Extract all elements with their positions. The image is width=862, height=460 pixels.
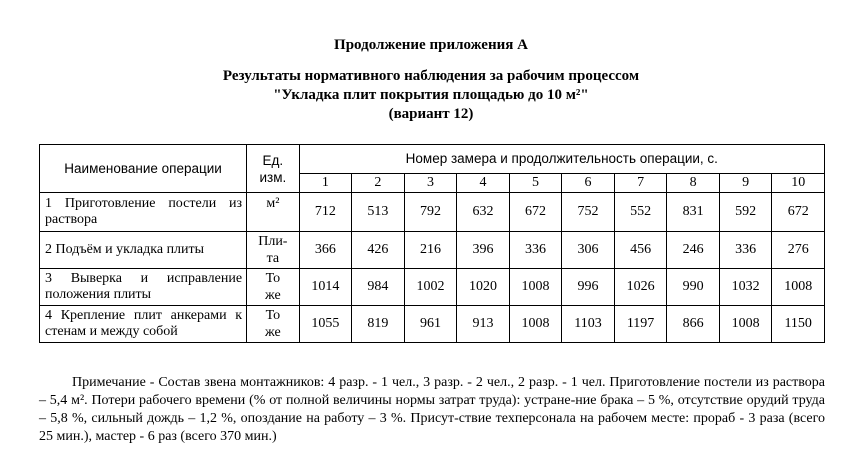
observation-table xyxy=(39,144,825,343)
measurement-number: 3 xyxy=(404,174,457,193)
duration-value-cell: 592 xyxy=(719,193,772,232)
duration-value-cell: 246 xyxy=(667,232,720,269)
document-title-line-2: "Укладка плит покрытия площадью до 10 м²" xyxy=(273,87,589,103)
measurement-number: 8 xyxy=(667,174,720,193)
table-row xyxy=(40,193,825,232)
duration-value-cell: 456 xyxy=(614,232,667,269)
unit-cell xyxy=(247,193,300,232)
duration-value-cell: 913 xyxy=(457,306,510,343)
measurement-number: 5 xyxy=(509,174,562,193)
duration-value-cell: 426 xyxy=(352,232,405,269)
duration-value-cell: 672 xyxy=(509,193,562,232)
operation-name-cell: 1 Приготовление постели из раствора xyxy=(40,193,247,232)
unit-cell xyxy=(247,306,300,343)
duration-value-cell: 866 xyxy=(667,306,720,343)
measurement-number: 2 xyxy=(352,174,405,193)
duration-value-cell: 1197 xyxy=(614,306,667,343)
duration-value-cell: 819 xyxy=(352,306,405,343)
table-row xyxy=(40,306,825,343)
document-title-line-1: Результаты нормативного наблюдения за рабочим процессом xyxy=(222,68,640,84)
operation-name-cell: 2 Подъём и укладка плиты xyxy=(40,232,247,269)
duration-value-cell: 1008 xyxy=(719,306,772,343)
duration-value-cell: 216 xyxy=(404,232,457,269)
duration-value-cell: 752 xyxy=(562,193,615,232)
unit-header-line-2: изм. xyxy=(259,169,287,185)
measurement-number: 9 xyxy=(719,174,772,193)
duration-value-cell: 984 xyxy=(352,269,405,306)
duration-value-cell: 1150 xyxy=(772,306,825,343)
note-text: Примечание - Состав звена монтажников: 4 разр. - 1 чел., 3 разр. - 2 чел., 2 разр. - 1 чел. Приготовление постели из раствора – 5,4 м². Потери рабочего времени (% от полной величины нормы затрат труда): устране-ние брака – 5 %, отсутствие орудий труда – 5,8 %, сильный дождь – 1,2 %, опоздание на работу – 3 %. Присут-ствие техперсонала на рабочем месте: прораб - 3 раза (всего 25 мин.), мастер - 6 раз (всего 370 мин.) xyxy=(39,375,825,444)
document-title-variant: (вариант 12) xyxy=(388,106,474,122)
unit-line-1: То xyxy=(265,271,281,286)
duration-value-cell: 396 xyxy=(457,232,510,269)
measurements-column-header: Номер замера и продолжительность операции, с. xyxy=(299,145,824,174)
operation-name-cell: 3 Выверка и исправление положения плиты xyxy=(40,269,247,306)
duration-value-cell: 1002 xyxy=(404,269,457,306)
table-row xyxy=(40,269,825,306)
duration-value-cell: 712 xyxy=(299,193,352,232)
duration-value-cell: 632 xyxy=(457,193,510,232)
duration-value-cell: 1055 xyxy=(299,306,352,343)
unit-column-header xyxy=(247,145,300,193)
duration-value-cell: 276 xyxy=(772,232,825,269)
unit-line-2: та xyxy=(266,251,280,266)
measurement-number: 10 xyxy=(772,174,825,193)
duration-value-cell: 1103 xyxy=(562,306,615,343)
duration-value-cell: 1020 xyxy=(457,269,510,306)
unit-line-2: же xyxy=(265,325,281,340)
note-paragraph xyxy=(39,374,825,446)
duration-value-cell: 1008 xyxy=(509,269,562,306)
duration-value-cell: 831 xyxy=(667,193,720,232)
operation-name-cell: 4 Крепление плит анкерами к стенам и между собой xyxy=(40,306,247,343)
duration-value-cell: 672 xyxy=(772,193,825,232)
duration-value-cell: 1008 xyxy=(772,269,825,306)
table-row xyxy=(40,232,825,269)
duration-value-cell: 552 xyxy=(614,193,667,232)
measurement-number: 7 xyxy=(614,174,667,193)
appendix-continuation-heading: Продолжение приложения А xyxy=(334,37,528,53)
unit-line-1: Пли- xyxy=(258,234,288,249)
duration-value-cell: 996 xyxy=(562,269,615,306)
measurement-number: 1 xyxy=(299,174,352,193)
unit-cell xyxy=(247,232,300,269)
duration-value-cell: 336 xyxy=(719,232,772,269)
unit-line-2: же xyxy=(265,288,281,303)
unit-line-1: м² xyxy=(266,196,280,211)
duration-value-cell: 990 xyxy=(667,269,720,306)
unit-cell xyxy=(247,269,300,306)
duration-value-cell: 792 xyxy=(404,193,457,232)
unit-header-line-1: Ед. xyxy=(262,152,284,168)
duration-value-cell: 1026 xyxy=(614,269,667,306)
duration-value-cell: 513 xyxy=(352,193,405,232)
measurement-number: 6 xyxy=(562,174,615,193)
operation-column-header: Наименование операции xyxy=(40,145,247,193)
duration-value-cell: 366 xyxy=(299,232,352,269)
duration-value-cell: 306 xyxy=(562,232,615,269)
duration-value-cell: 1008 xyxy=(509,306,562,343)
measurement-number: 4 xyxy=(457,174,510,193)
duration-value-cell: 1032 xyxy=(719,269,772,306)
duration-value-cell: 961 xyxy=(404,306,457,343)
duration-value-cell: 336 xyxy=(509,232,562,269)
unit-line-1: То xyxy=(265,308,281,323)
duration-value-cell: 1014 xyxy=(299,269,352,306)
